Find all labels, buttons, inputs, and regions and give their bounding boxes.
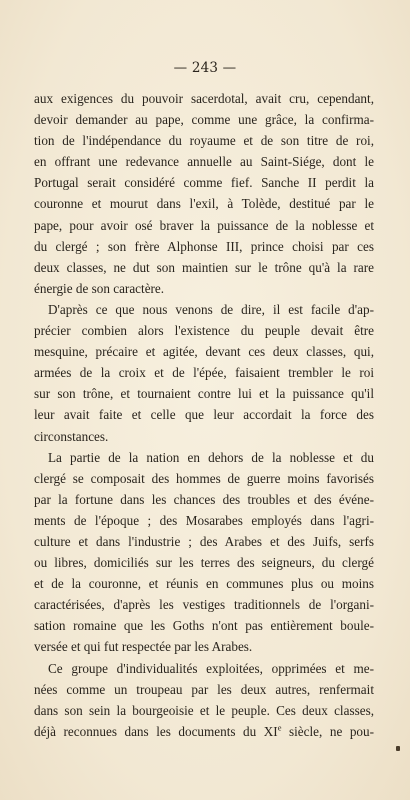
text-line: sation romaine que les Goths n'ont pas entièrement boule- bbox=[34, 618, 374, 634]
text-line: devoir demander au pape, comme une grâce, la confirma- bbox=[34, 112, 374, 128]
text-line: dans son sein la bourgeoisie et le peuple. Ces deux classes, bbox=[34, 702, 374, 718]
text-line: D'après ce que nous venons de dire, il est facile d'ap- bbox=[48, 301, 374, 317]
text-line: armées de la croix et de l'épée, faisaient trembler le roi bbox=[34, 365, 374, 381]
text-line: sur son trône, et tournaient contre lui et la puissance qu'il bbox=[34, 386, 374, 402]
text-line-with-superscript bbox=[34, 721, 374, 742]
text-line: versée et qui fut respectée par les Arabes. bbox=[34, 639, 253, 655]
text-line: circonstances. bbox=[34, 428, 109, 444]
text-line: aux exigences du pouvoir sacerdotal, avait cru, cependant, bbox=[34, 91, 374, 106]
text-line: mesquine, précaire et agitée, devant ces deux classes, qui, bbox=[34, 344, 374, 360]
text-line: clergé se composait des hommes de guerre moins favorisés bbox=[34, 470, 374, 486]
body-text bbox=[34, 88, 374, 742]
text-line: nées comme un troupeau par les deux autres, renfermait bbox=[34, 681, 374, 697]
text-line: du clergé ; son frère Alphonse III, prince choisi par ces bbox=[34, 238, 374, 254]
text-line: en offrant une redevance annuelle au Saint-Siége, dont le bbox=[34, 154, 374, 170]
text-line: précier combien alors l'existence du peuple devait être bbox=[34, 323, 374, 339]
superscript: e bbox=[277, 722, 282, 733]
text-line: culture et dans l'industrie ; des Arabes et des Juifs, serfs bbox=[34, 533, 374, 549]
text-line: couronne et mourut dans l'exil, à Tolède, destitué par le bbox=[34, 196, 374, 212]
text-line: deux classes, ne dut son maintien sur le trône qu'à la rare bbox=[34, 259, 374, 275]
margin-mark bbox=[396, 746, 400, 751]
text-line: Ce groupe d'individualités exploitées, opprimées et me- bbox=[48, 660, 374, 676]
text-fragment: déjà reconnues dans les documents du XI bbox=[34, 723, 278, 739]
text-line: caractérisées, d'après les vestiges traditionnels de l'organi- bbox=[34, 597, 374, 613]
text-line: tion de l'indépendance du royaume et de son titre de roi, bbox=[34, 133, 374, 149]
page-number: — 243 — bbox=[173, 60, 237, 76]
text-line: par la fortune dans les chances des troubles et des événe- bbox=[34, 491, 374, 507]
text-line: La partie de la nation en dehors de la noblesse et du bbox=[48, 449, 374, 465]
text-line: énergie de son caractère. bbox=[34, 280, 165, 296]
text-line: leur avait faite et celle que leur accordait la force des bbox=[34, 407, 374, 423]
text-line: pape, pour avoir osé braver la puissance de la noblesse et bbox=[34, 217, 374, 233]
text-line: ou libres, domiciliés sur les terres des seigneurs, du clergé bbox=[34, 555, 374, 571]
text-line: ments de l'époque ; des Mosarabes employés dans l'agri- bbox=[34, 512, 374, 528]
text-line: Portugal serait considéré comme fief. Sanche II perdit la bbox=[34, 175, 374, 191]
text-line: et de la couronne, et réunis en communes plus ou moins bbox=[34, 576, 374, 592]
text-fragment: siècle, ne pou- bbox=[281, 723, 375, 739]
